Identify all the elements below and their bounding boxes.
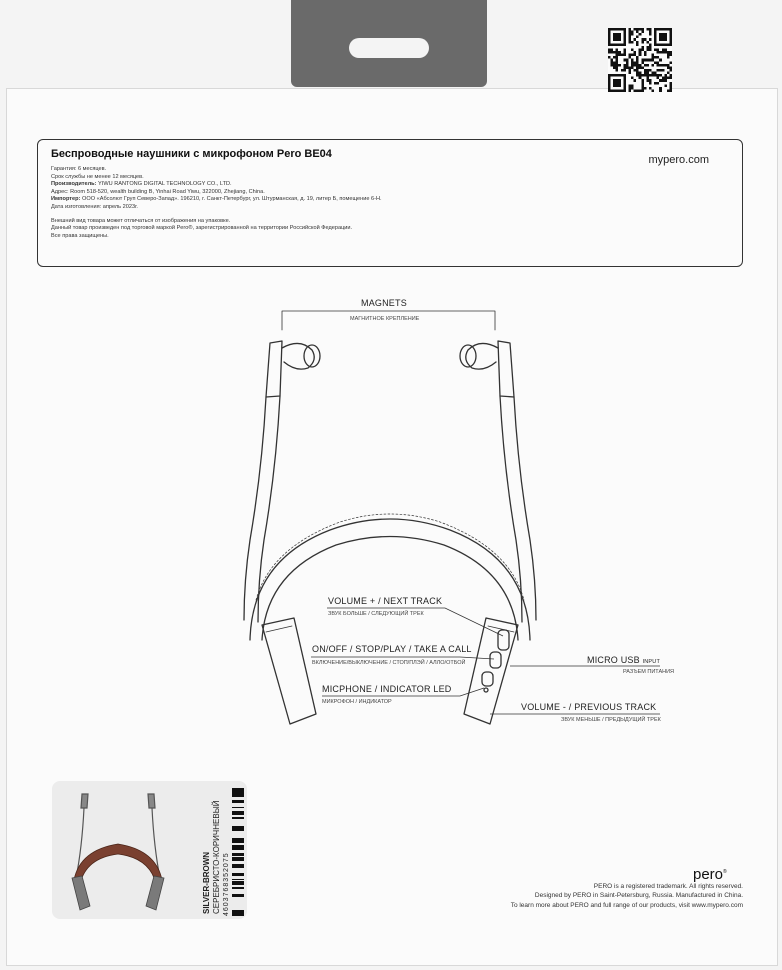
usb-label: MICRO USB INPUT [587,655,661,665]
website-label[interactable]: mypero.com [648,154,709,166]
info-line: Дата изготовления: апрель 2023г. [51,203,138,210]
info-note: Данный товар произведен под торговой маркой Pero®, зарегистрированной на территории Российской Федерации. [51,225,353,232]
info-line: Гарантия: 6 месяцев. [51,166,107,172]
footer-text [511,882,743,910]
info-note: Внешний вид товара может отличаться от изображения на упаковке. [51,217,231,224]
mic-sub: МИКРОФОН / ИНДИКАТОР [322,699,392,705]
product-title: Беспроводные наушники с микрофоном Pero BE04 [51,148,332,160]
barcode-number: 4603768352075 [223,852,230,916]
info-line: Импортер: ООО «Абсолют Груп Северо-Запад». 196210, г. Санкт-Петербург, ул. Штурманская, д. 19, литер Б, помещение 6-Н. [51,196,382,203]
color-en: SILVER-BROWN [202,851,211,914]
info-line: Производитель: YIWU RANTONG DIGITAL TECHNOLOGY CO., LTD. [51,181,232,188]
info-line: Адрес: Room 518-520, wealth building B, Yinhai Road Yiwu, 322000, Zhejiang, China. [51,188,265,195]
usb-sub: РАЗЪЕМ ПИТАНИЯ [623,669,675,675]
footer-line: PERO is a registered trademark. All rights reserved. [593,883,743,890]
magnets-label: MAGNETS [361,298,407,308]
info-note: Все права защищены. [51,232,109,239]
onoff-label: ON/OFF / STOP/PLAY / TAKE A CALL [312,644,472,654]
volume-up-label: VOLUME + / NEXT TRACK [328,596,443,606]
barcode-icon [232,787,244,917]
mic-label: MICPHONE / INDICATOR LED [322,684,452,694]
footer-line: Designed by PERO in Saint-Petersburg, Russia. Manufactured in China. [534,892,743,900]
volume-up-sub: ЗВУК БОЛЬШЕ / СЛЕДУЮЩИЙ ТРЕК [328,611,424,617]
volume-down-sub: ЗВУК МЕНЬШЕ / ПРЕДЫДУЩИЙ ТРЕК [561,717,661,723]
color-ru: СЕРЕБРИСТО-КОРИЧНЕВЫЙ [212,800,221,914]
footer-line: To learn more about PERO and full range of our products, visit www.mypero.com [510,901,743,909]
headphones-thumbnail-icon [60,788,200,916]
volume-down-label: VOLUME - / PREVIOUS TRACK [521,702,657,712]
info-line: Срок службы не менее 12 месяцев. [51,173,144,180]
onoff-sub: ВКЛЮЧЕНИЕ/ВЫКЛЮЧЕНИЕ / СТОП/ПЛЭЙ / АЛЛО/ОТБОЙ [312,660,466,666]
brand-logo: pero® [693,866,727,883]
magnets-sub: МАГНИТНОЕ КРЕПЛЕНИЕ [350,316,420,322]
